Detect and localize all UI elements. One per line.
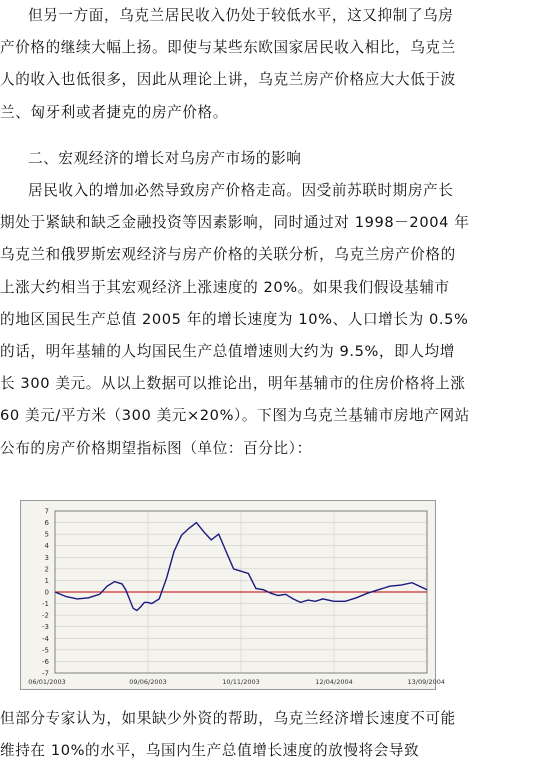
paragraph-income [0, 0, 512, 129]
paragraph-macro [0, 175, 512, 465]
x-axis-ticks [28, 678, 445, 686]
text-line: 乌克兰和俄罗斯宏观经济与房产价格的关联分析，乌克兰房产价格的 [0, 246, 456, 264]
y-tick-label: 6 [44, 519, 49, 528]
text-line: 的地区国民生产总值 2005 年的增长速度为 10%、人口增长为 0.5% [0, 310, 469, 328]
y-tick-label: 1 [44, 576, 49, 585]
text-line: 长 300 美元。从以上数据可以推论出，明年基辅市的住房价格将上涨 [0, 375, 466, 393]
price-expectation-chart [20, 500, 445, 690]
x-tick-label: 09/06/2003 [129, 678, 167, 686]
text-line: 兰、匈牙利或者捷克的房产价格。 [0, 103, 228, 121]
y-tick-label: -7 [42, 669, 49, 678]
y-tick-label: -2 [42, 611, 49, 620]
y-tick-label: -1 [42, 600, 49, 609]
text-line: 的话，明年基辅的人均国民生产总值增速则大约为 9.5%，即人均增 [0, 342, 455, 360]
y-axis-ticks [42, 508, 50, 678]
y-tick-label: 5 [44, 530, 49, 539]
y-tick-label: 4 [44, 542, 49, 551]
x-tick-label: 10/11/2003 [222, 678, 260, 686]
text-line: 人的收入也低很多，因此从理论上讲，乌克兰房产价格应大大低于波 [0, 71, 456, 89]
y-tick-label: 7 [44, 507, 49, 516]
text-line: 60 美元/平方米（300 美元×20%）。下图为乌克兰基辅市房地产网站 [0, 407, 470, 425]
x-tick-label: 13/09/2004 [407, 678, 445, 686]
text-line: 维持在 10%的水平，乌国内生产总值增长速度的放慢将会导致 [0, 742, 420, 760]
section-heading: 二、宏观经济的增长对乌房产市场的影响 [28, 150, 302, 167]
y-tick-label: 2 [44, 565, 49, 574]
text-line: 但部分专家认为，如果缺少外资的帮助，乌克兰经济增长速度不可能 [0, 710, 456, 727]
text-line: 上涨大约相当于其宏观经济上涨速度的 20%。如果我们假设基辅市 [0, 278, 450, 296]
paragraph-experts [0, 703, 512, 767]
y-tick-label: -5 [42, 646, 49, 655]
text-line: 但另一方面，乌克兰居民收入仍处于较低水平，这又抑制了乌房 [28, 7, 454, 24]
y-tick-label: -6 [42, 657, 49, 666]
y-tick-label: -3 [42, 623, 49, 632]
text-line: 公布的房产价格期望指标图（单位：百分比）： [0, 439, 312, 457]
x-tick-label: 06/01/2003 [28, 678, 66, 686]
y-tick-label: -4 [42, 634, 49, 643]
y-tick-label: 3 [44, 553, 49, 562]
x-tick-label: 12/04/2004 [315, 678, 353, 686]
text-line: 产价格的继续大幅上扬。即使与某些东欧国家居民收入相比，乌克兰 [0, 39, 456, 57]
text-line: 期处于紧缺和缺乏金融投资等因素影响，同时通过对 1998－2004 年 [0, 214, 470, 232]
chart-svg [21, 501, 445, 689]
text-line: 居民收入的增加必然导致房产价格走高。因受前苏联时期房产长 [28, 182, 454, 199]
y-tick-label: 0 [44, 588, 49, 597]
